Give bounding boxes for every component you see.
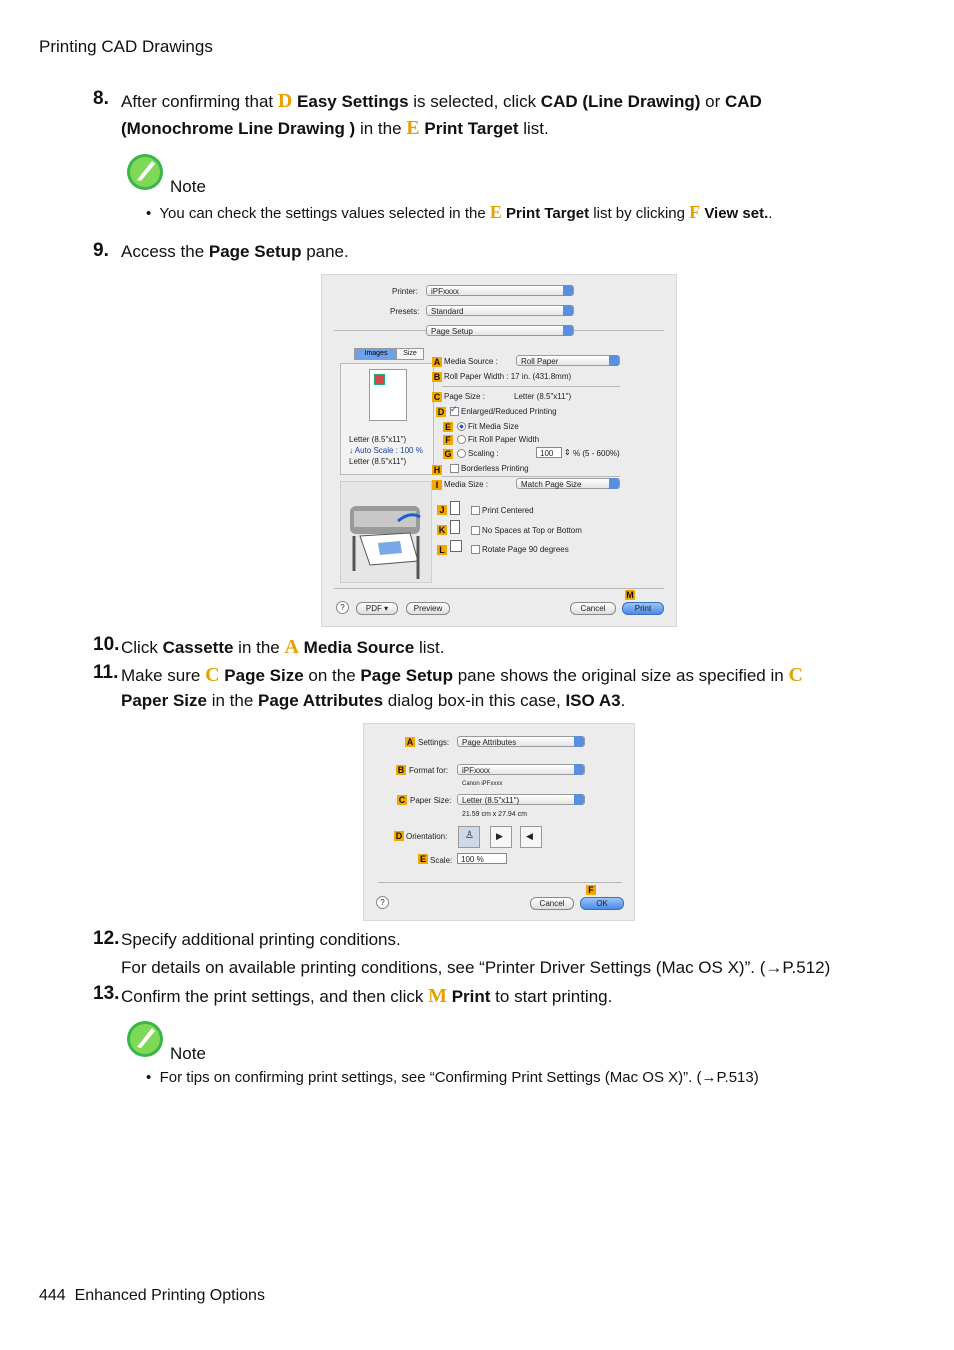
tab-size[interactable]: Size — [396, 348, 424, 360]
step-number: 8. — [93, 88, 109, 109]
page-footer — [39, 1287, 265, 1305]
cancel-button[interactable]: Cancel — [530, 897, 574, 910]
page-number: 444 — [39, 1287, 66, 1304]
step-13-line: Confirm the print settings, and then click M Print to start printing. — [121, 985, 613, 1007]
printer-popup[interactable]: iPFxxxx — [426, 285, 574, 296]
step-number: 13. — [93, 983, 120, 1004]
preview-button[interactable]: Preview — [406, 602, 450, 615]
label-h: H — [433, 465, 441, 475]
paper-size-popup[interactable]: Letter (8.5"x11") — [457, 794, 585, 805]
divider — [334, 588, 664, 589]
fit-media-label: Fit Media Size — [468, 422, 519, 431]
step-8-line-2: (Monochrome Line Drawing ) in the E Print Target list. — [121, 117, 549, 139]
format-label: Format for: — [409, 766, 449, 775]
media-source-label: Media Source : — [444, 357, 498, 366]
print-button[interactable]: Print — [622, 602, 664, 615]
enlarged-label: Enlarged/Reduced Printing — [461, 407, 557, 416]
pane-popup[interactable]: Page Setup — [426, 325, 574, 336]
rotate-label: Rotate Page 90 degrees — [482, 545, 569, 554]
label-b: B — [433, 372, 441, 382]
scale-label: Scale: — [430, 856, 453, 865]
step-number: 12. — [93, 928, 120, 949]
divider — [442, 476, 620, 477]
help-button[interactable]: ? — [376, 896, 389, 909]
paper-size-label: Paper Size: — [410, 796, 452, 805]
rotate-checkbox[interactable] — [471, 545, 480, 554]
scaling-label: Scaling : — [468, 449, 499, 458]
note-pencil-icon — [125, 1019, 165, 1059]
label-c: C — [398, 795, 406, 805]
landscape-icon: ▶ — [496, 831, 503, 841]
printer-label: Printer: — [392, 287, 418, 296]
preview-box — [340, 363, 434, 475]
label-e: E — [419, 854, 426, 864]
preview-text: Letter (8.5"x11") — [349, 457, 407, 466]
no-spaces-checkbox[interactable] — [471, 526, 480, 535]
printer-image — [340, 481, 432, 583]
ok-button[interactable]: OK — [580, 897, 624, 910]
borderless-label: Borderless Printing — [461, 464, 529, 473]
thumbnail-image — [374, 374, 385, 385]
reverse-landscape-icon: ◀ — [526, 831, 533, 841]
label-d: D — [437, 407, 445, 417]
label-i: I — [432, 480, 442, 490]
note-pencil-icon — [125, 152, 165, 192]
chapter-title: Enhanced Printing Options — [74, 1287, 265, 1304]
label-d: D — [395, 831, 403, 841]
orientation-label: Orientation: — [406, 832, 448, 841]
scale-input[interactable]: 100 % — [457, 853, 507, 864]
reverse-landscape-button[interactable] — [520, 826, 542, 848]
settings-label: Settings: — [418, 738, 450, 747]
note-label: Note — [170, 1044, 206, 1063]
down-arrow-icon: ↓ — [349, 446, 353, 455]
print-centered-icon — [450, 501, 460, 515]
no-spaces-icon — [450, 520, 460, 534]
paper-size-sub: 21.59 cm x 27.94 cm — [462, 811, 527, 818]
landscape-orientation-button[interactable] — [490, 826, 512, 848]
borderless-checkbox[interactable] — [450, 464, 459, 473]
label-c: C — [433, 392, 441, 402]
fit-media-radio[interactable] — [457, 422, 466, 431]
media-size-popup[interactable]: Match Page Size — [516, 478, 620, 489]
page-size-label: Page Size : — [444, 392, 485, 401]
tab-images[interactable]: Images — [354, 348, 398, 360]
label-g: G — [444, 449, 452, 459]
portrait-icon: ♙ — [465, 830, 474, 841]
fit-roll-radio[interactable] — [457, 435, 466, 444]
label-e: E — [444, 422, 451, 432]
label-f: F — [443, 435, 453, 445]
label-b: B — [397, 765, 405, 775]
note-label: Note — [170, 177, 206, 196]
step-12-line-2: For details on available printing conditions, see “Printer Driver Settings (Mac OS X)”. (→P.512) — [121, 958, 831, 977]
cancel-button[interactable]: Cancel — [570, 602, 616, 615]
print-centered-checkbox[interactable] — [471, 506, 480, 515]
media-source-popup[interactable]: Roll Paper — [516, 355, 620, 366]
label-l: L — [437, 545, 447, 555]
running-header: Printing CAD Drawings — [39, 37, 213, 56]
scaling-input[interactable]: 100 — [536, 447, 562, 458]
page-attributes-screenshot — [363, 723, 635, 921]
label-j: J — [437, 505, 447, 515]
step-11-line-1: Make sure C Page Size on the Page Setup pane shows the original size as specified in C — [121, 664, 803, 686]
page-size-value: Letter (8.5"x11") — [514, 392, 572, 401]
page-setup-screenshot — [321, 274, 677, 627]
label-a: A — [433, 357, 441, 367]
page-thumbnail — [369, 369, 407, 421]
enlarged-checkbox[interactable] — [450, 407, 459, 416]
media-size-label: Media Size : — [444, 480, 489, 489]
note-bullet: • For tips on confirming print settings, see “Confirming Print Settings (Mac OS X)”. (→P.513) — [146, 1069, 759, 1086]
rotate-icon — [450, 540, 462, 552]
label-f: F — [586, 885, 596, 895]
help-button[interactable]: ? — [336, 601, 349, 614]
step-number: 9. — [93, 240, 109, 261]
note-bullet: • You can check the settings values selected in the E Print Target list by clicking F View set.. — [146, 202, 773, 222]
fit-roll-label: Fit Roll Paper Width — [468, 435, 540, 444]
label-a: A — [406, 737, 414, 747]
pdf-button[interactable]: PDF ▾ — [356, 602, 398, 615]
format-sub: Canon iPFxxxx — [462, 781, 503, 787]
step-12-line-1: Specify additional printing conditions. — [121, 930, 401, 949]
step-9-line: Access the Page Setup pane. — [121, 242, 349, 261]
portrait-orientation-button[interactable] — [458, 826, 480, 848]
settings-popup[interactable]: Page Attributes — [457, 736, 585, 747]
presets-popup[interactable]: Standard — [426, 305, 574, 316]
roll-width-text: Roll Paper Width : 17 in. (431.8mm) — [444, 372, 572, 381]
step-number: 10. — [93, 634, 120, 655]
auto-scale-text: ↓ Auto Scale : 100 % — [349, 446, 423, 455]
step-8-line-1: After confirming that D Easy Settings is selected, click CAD (Line Drawing) or CAD — [121, 90, 762, 112]
label-k: K — [438, 525, 446, 535]
divider — [442, 386, 620, 387]
format-popup[interactable]: iPFxxxx — [457, 764, 585, 775]
ref-letter: E — [406, 117, 420, 139]
scaling-range: % (5 - 600%) — [573, 449, 620, 458]
no-spaces-label: No Spaces at Top or Bottom — [482, 526, 582, 535]
preview-text: Letter (8.5"x11") — [349, 435, 407, 444]
divider — [378, 882, 622, 883]
scaling-stepper[interactable]: ⇕ — [564, 448, 571, 457]
presets-label: Presets: — [390, 307, 420, 316]
step-11-line-2: Paper Size in the Page Attributes dialog box-in this case, ISO A3. — [121, 691, 626, 710]
print-centered-label: Print Centered — [482, 506, 534, 515]
scaling-radio[interactable] — [457, 449, 466, 458]
ref-letter: D — [277, 90, 293, 112]
label-m: M — [626, 590, 634, 600]
step-number: 11. — [93, 662, 119, 683]
step-10-line: Click Cassette in the A Media Source list. — [121, 636, 445, 658]
